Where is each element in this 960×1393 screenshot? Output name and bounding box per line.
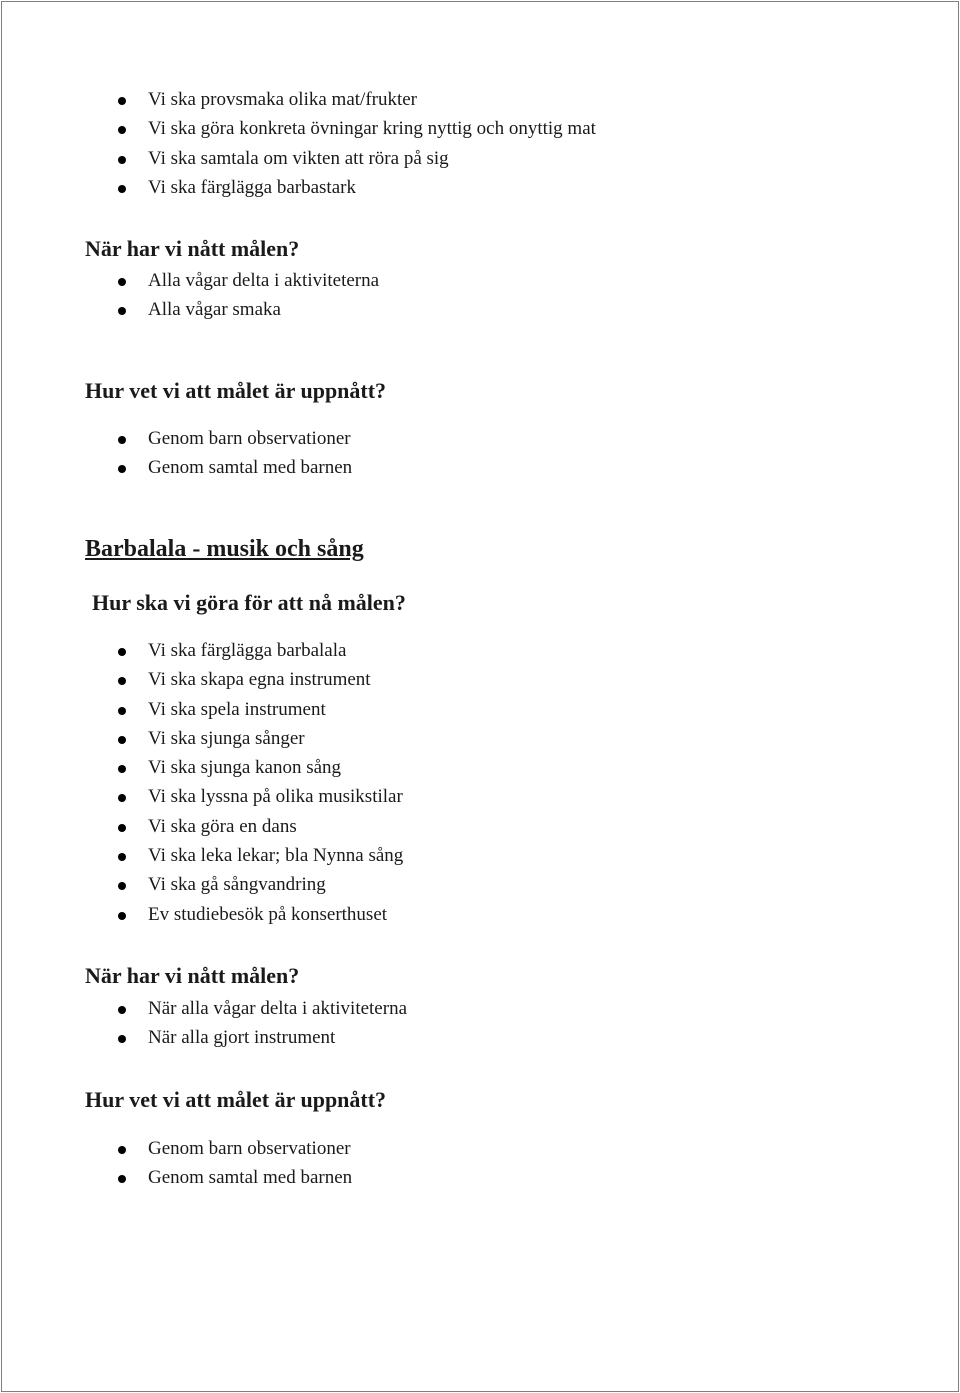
- bullet-icon: [118, 156, 126, 164]
- list-item: Vi ska sjunga sånger: [2, 724, 403, 753]
- bullet-icon: [118, 126, 126, 134]
- list-item: Vi ska spela instrument: [2, 695, 403, 724]
- list-item: Vi ska leka lekar; bla Nynna sång: [2, 841, 403, 870]
- list-item: Vi ska färglägga barbastark: [2, 173, 596, 202]
- list-item: Alla vågar delta i aktiviteterna: [2, 266, 379, 295]
- bullet-icon: [118, 1175, 126, 1183]
- bullet-icon: [118, 185, 126, 193]
- list-item: Alla vågar smaka: [2, 295, 379, 324]
- bullet-icon: [118, 307, 126, 315]
- list-item: Genom barn observationer: [2, 424, 352, 453]
- list-item: Vi ska samtala om vikten att röra på sig: [2, 144, 596, 173]
- bullet-icon: [118, 1035, 126, 1043]
- bullet-icon: [118, 465, 126, 473]
- goals-reached-list: [2, 266, 379, 325]
- bullet-icon: [118, 707, 126, 715]
- list-item: Vi ska göra konkreta övningar kring nyttig och onyttig mat: [2, 114, 596, 143]
- list-item: Vi ska skapa egna instrument: [2, 665, 403, 694]
- document-page: [1, 1, 959, 1392]
- heading-goals-reached-2: När har vi nått målen?: [85, 963, 300, 988]
- list-item: Ev studiebesök på konserthuset: [2, 900, 403, 929]
- bullet-icon: [118, 882, 126, 890]
- heading-goal-achieved: Hur vet vi att målet är uppnått?: [85, 378, 387, 403]
- heading-goal-achieved-2: Hur vet vi att målet är uppnått?: [85, 1087, 387, 1112]
- heading-goals-reached: När har vi nått målen?: [85, 236, 300, 261]
- list-item: Genom barn observationer: [2, 1134, 352, 1163]
- bullet-icon: [118, 436, 126, 444]
- bullet-icon: [118, 278, 126, 286]
- list-item: Vi ska färglägga barbalala: [2, 636, 403, 665]
- list-item: Vi ska provsmaka olika mat/frukter: [2, 85, 596, 114]
- list-item: Vi ska göra en dans: [2, 812, 403, 841]
- goals-reached-list-2: [2, 994, 407, 1053]
- bullet-icon: [118, 765, 126, 773]
- bullet-icon: [118, 1006, 126, 1014]
- bullet-icon: [118, 824, 126, 832]
- list-item: Genom samtal med barnen: [2, 1163, 352, 1192]
- bullet-icon: [118, 97, 126, 105]
- activity-list: [2, 85, 596, 202]
- list-item: Vi ska gå sångvandring: [2, 870, 403, 899]
- list-item: Vi ska sjunga kanon sång: [2, 753, 403, 782]
- heading-how-reach-goals: Hur ska vi göra för att nå målen?: [92, 590, 406, 615]
- list-item: Genom samtal med barnen: [2, 453, 352, 482]
- section-title: Barbalala - musik och sång: [85, 536, 364, 562]
- bullet-icon: [118, 853, 126, 861]
- list-item: Vi ska lyssna på olika musikstilar: [2, 782, 403, 811]
- list-item: När alla vågar delta i aktiviteterna: [2, 994, 407, 1023]
- bullet-icon: [118, 912, 126, 920]
- bullet-icon: [118, 648, 126, 656]
- goal-achieved-list: [2, 424, 352, 483]
- bullet-icon: [118, 736, 126, 744]
- list-item: När alla gjort instrument: [2, 1023, 407, 1052]
- music-activity-list: [2, 636, 403, 929]
- bullet-icon: [118, 677, 126, 685]
- bullet-icon: [118, 1146, 126, 1154]
- bullet-icon: [118, 794, 126, 802]
- goal-achieved-list-2: [2, 1134, 352, 1193]
